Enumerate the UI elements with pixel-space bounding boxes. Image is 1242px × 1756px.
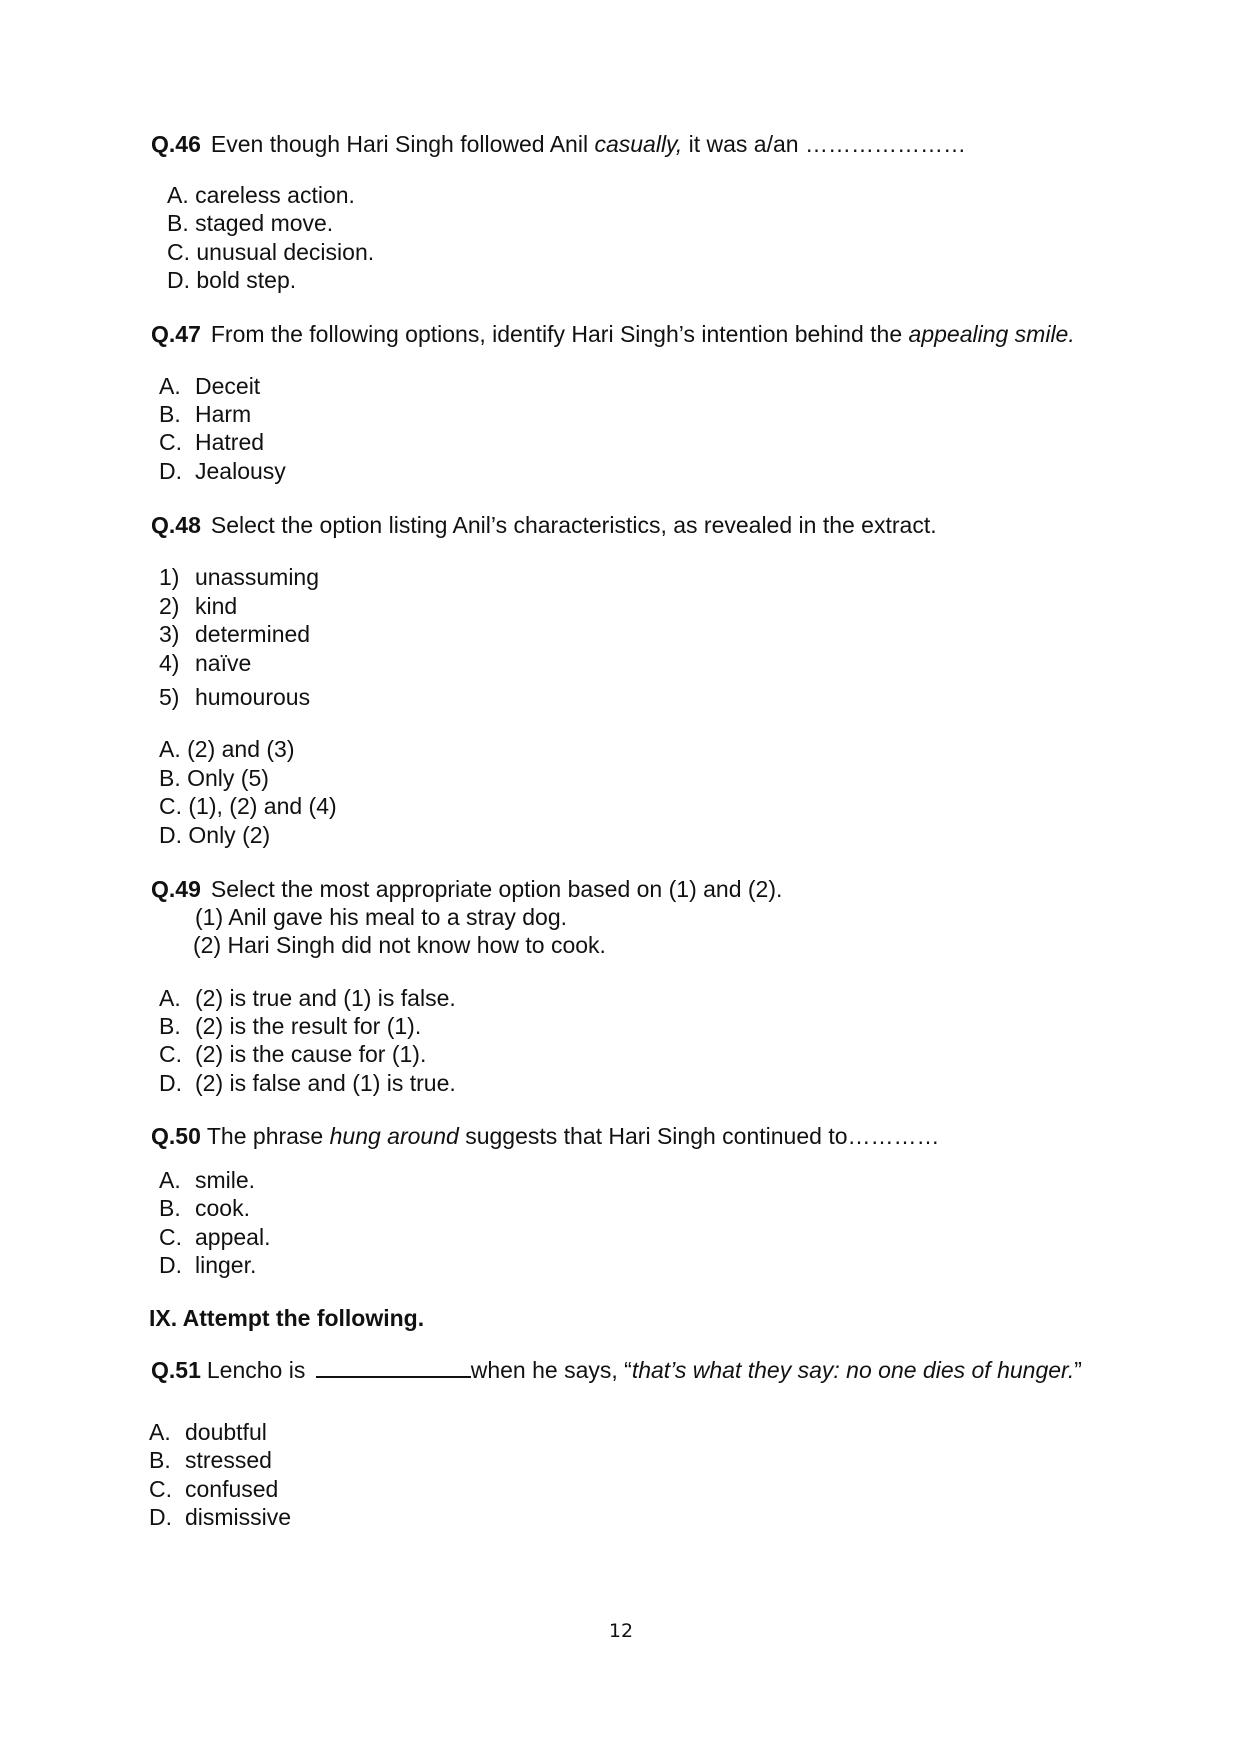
question-text: Select the option listing Anil’s characteristics, as revealed in the extract. [210, 512, 937, 538]
item-label: 4) [159, 650, 180, 676]
option-49-d [159, 1069, 456, 1097]
trait-5 [159, 683, 310, 711]
option-label: C. [159, 1224, 182, 1250]
option-49-b [159, 1012, 421, 1040]
question-51 [151, 1356, 1082, 1384]
option-text: cook. [195, 1195, 250, 1221]
option-label: D. [159, 458, 182, 484]
option-50-a [159, 1166, 255, 1194]
section-heading: IX. Attempt the following. [149, 1305, 425, 1331]
option-label: C. [159, 1041, 182, 1067]
option-48-c: C. (1), (2) and (4) [159, 793, 337, 819]
option-49-c [159, 1040, 426, 1068]
question-number: Q.48 [151, 512, 201, 538]
item-label: 2) [159, 593, 180, 619]
option-text: linger. [195, 1252, 257, 1278]
option-text: (2) is the cause for (1). [195, 1041, 427, 1067]
option-49-a [159, 984, 456, 1012]
option-46-a: A. careless action. [167, 182, 355, 208]
option-text: doubtful [185, 1419, 267, 1445]
option-label: D. [159, 1070, 182, 1096]
option-label: B. [149, 1447, 171, 1473]
question-number: Q.46 [151, 131, 201, 157]
option-label: A. [149, 1419, 171, 1445]
item-label: 3) [159, 621, 180, 647]
question-text-end: suggests that Hari Singh continued to………… [458, 1123, 940, 1149]
option-text: smile. [195, 1167, 256, 1193]
option-label: B. [159, 1013, 181, 1039]
option-text: Harm [195, 401, 252, 427]
question-text: Select the most appropriate option based on (1) and (2). [210, 876, 783, 902]
option-text: (2) is false and (1) is true. [195, 1070, 456, 1096]
option-text: (2) is the result for (1). [195, 1013, 422, 1039]
option-46-c: C. unusual decision. [167, 239, 375, 265]
option-46-b: B. staged move. [167, 210, 334, 236]
question-emphasis: appealing smile. [908, 321, 1075, 347]
question-number: Q.51 [151, 1357, 201, 1383]
option-label: A. [159, 985, 181, 1011]
option-label: D. [159, 1252, 182, 1278]
question-46 [151, 130, 966, 158]
question-50 [151, 1122, 940, 1150]
option-50-c [159, 1223, 270, 1251]
question-text: From the following options, identify Hari Singh’s intention behind the [210, 321, 909, 347]
question-number: Q.47 [151, 321, 201, 347]
option-48-d: D. Only (2) [159, 822, 271, 848]
question-47 [151, 320, 1075, 348]
option-50-d [159, 1251, 256, 1279]
option-48-a: A. (2) and (3) [159, 736, 295, 762]
question-number: Q.49 [151, 876, 201, 902]
option-text: Hatred [195, 429, 265, 455]
option-47-a [159, 372, 260, 400]
option-label: A. [159, 1167, 181, 1193]
trait-1 [159, 563, 319, 591]
question-emphasis: hung around [329, 1123, 459, 1149]
answer-blank [316, 1356, 471, 1378]
option-51-a [149, 1418, 267, 1446]
option-51-c [149, 1475, 278, 1503]
option-47-c [159, 428, 264, 456]
question-text: Even though Hari Singh followed Anil [210, 131, 595, 157]
option-label: B. [159, 1195, 181, 1221]
option-label: C. [159, 429, 182, 455]
item-label: 1) [159, 564, 180, 590]
option-51-b [149, 1446, 272, 1474]
trait-4 [159, 649, 251, 677]
statement-2: (2) Hari Singh did not know how to cook. [193, 932, 606, 958]
option-51-d [149, 1503, 291, 1531]
question-number: Q.50 [151, 1123, 201, 1149]
question-text-end: ” [1074, 1357, 1082, 1383]
option-label: C. [149, 1476, 172, 1502]
option-48-b: B. Only (5) [159, 765, 269, 791]
statement-1: (1) Anil gave his meal to a stray dog. [195, 904, 568, 930]
trait-3 [159, 620, 310, 648]
item-text: humourous [195, 684, 311, 710]
question-text: The phrase [206, 1123, 330, 1149]
option-50-b [159, 1194, 250, 1222]
option-text: stressed [185, 1447, 272, 1473]
item-label: 5) [159, 684, 180, 710]
trait-2 [159, 592, 237, 620]
item-text: determined [195, 621, 311, 647]
option-label: D. [149, 1504, 172, 1530]
question-48 [151, 511, 937, 539]
question-text-end: it was a/an ………………… [682, 131, 966, 157]
item-text: kind [195, 593, 238, 619]
item-text: naïve [195, 650, 252, 676]
question-emphasis: that’s what they say: no one dies of hunger. [631, 1357, 1075, 1383]
option-text: Deceit [195, 373, 261, 399]
question-49 [151, 875, 782, 903]
option-46-d: D. bold step. [167, 267, 297, 293]
option-label: A. [159, 373, 181, 399]
option-47-d [159, 457, 286, 485]
question-text-mid: when he says, “ [470, 1357, 632, 1383]
page-number: 12 [608, 1620, 634, 1642]
option-text: dismissive [185, 1504, 292, 1530]
item-text: unassuming [195, 564, 320, 590]
option-47-b [159, 400, 251, 428]
option-text: Jealousy [195, 458, 286, 484]
option-label: B. [159, 401, 181, 427]
option-text: (2) is true and (1) is false. [195, 985, 456, 1011]
option-text: appeal. [195, 1224, 271, 1250]
question-emphasis: casually, [594, 131, 683, 157]
question-text: Lencho is [206, 1357, 312, 1383]
option-text: confused [185, 1476, 279, 1502]
